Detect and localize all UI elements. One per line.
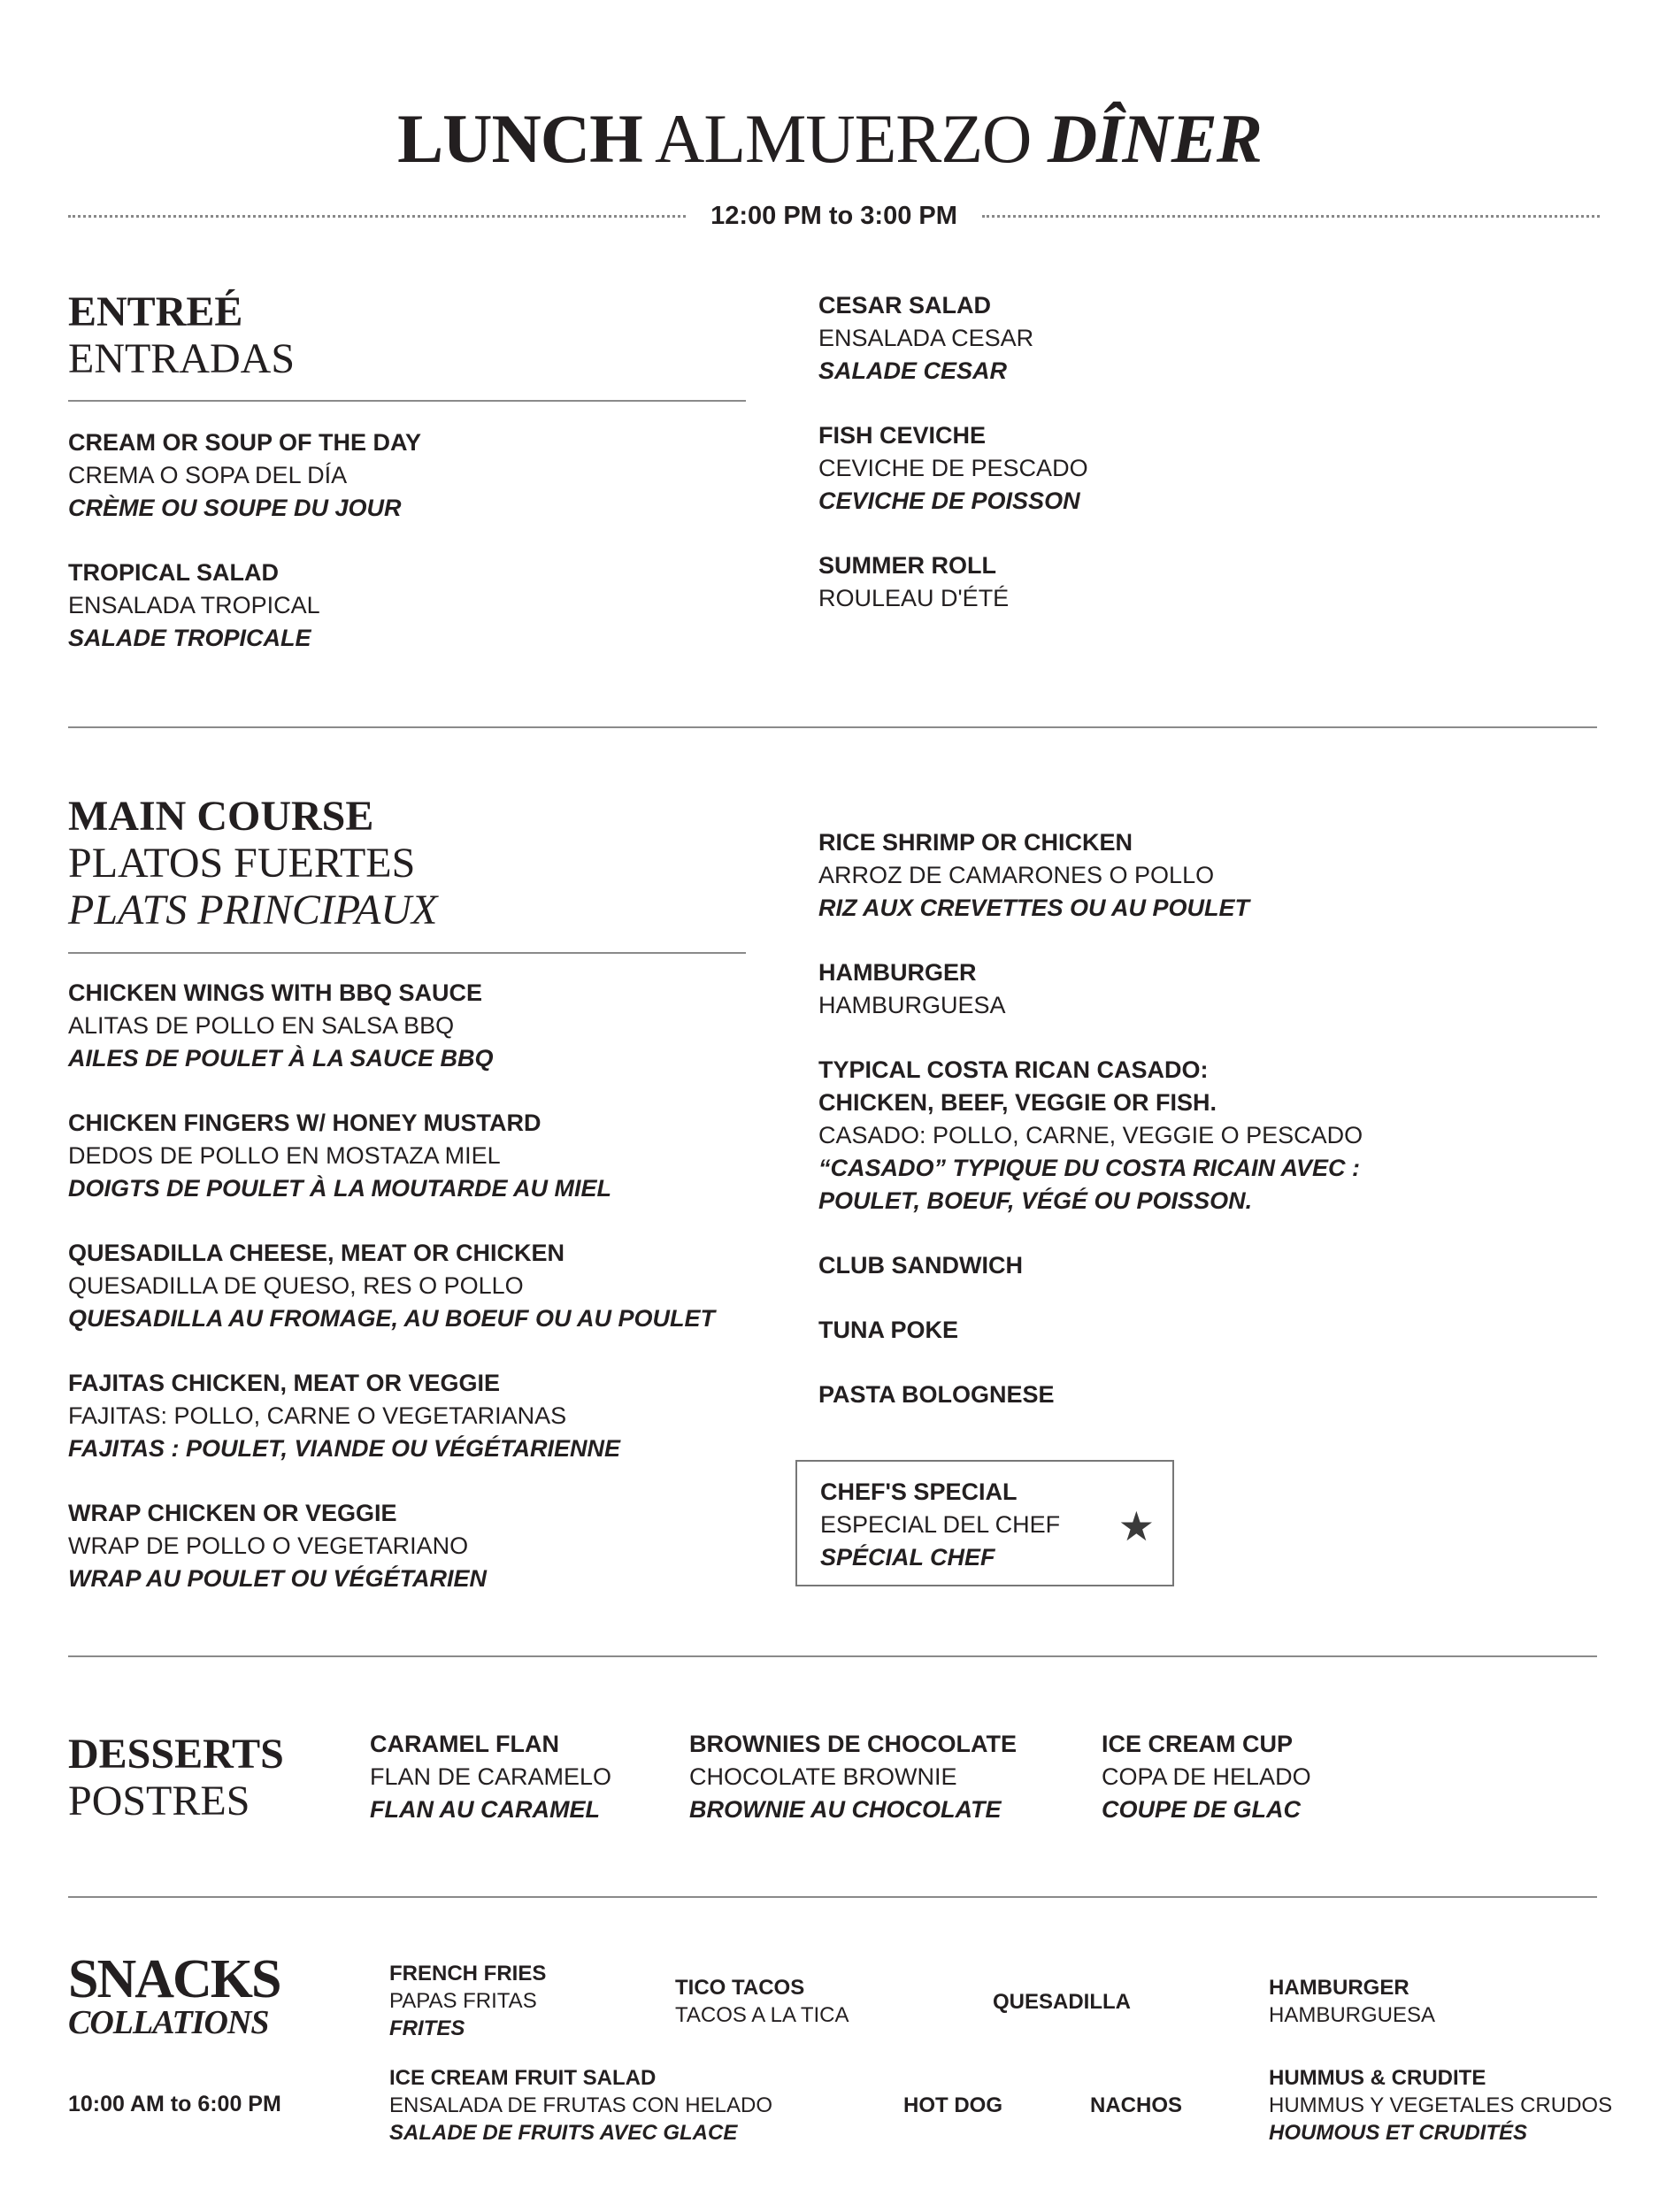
- heading-english: DESSERTS: [68, 1731, 284, 1778]
- entree-heading: [68, 288, 295, 382]
- main-left-list: [68, 977, 715, 1595]
- menu-item-club-sandwich: [818, 1249, 1363, 1282]
- menu-item-fish-ceviche: [818, 419, 1088, 518]
- name-french: RIZ AUX CREVETTES OU AU POULET: [818, 895, 1250, 921]
- name-english-line2: CHICKEN, BEEF, VEGGIE OR FISH.: [818, 1089, 1217, 1116]
- section-divider: [68, 726, 1597, 728]
- name-french: “CASADO” TYPIQUE DU COSTA RICAIN AVEC :: [818, 1155, 1361, 1181]
- name-english: FAJITAS CHICKEN, MEAT OR VEGGIE: [68, 1370, 501, 1396]
- name-spanish: HAMBURGUESA: [1269, 2003, 1436, 2027]
- name-english: QUESADILLA: [993, 1990, 1131, 2014]
- main-heading-rule: [68, 952, 746, 954]
- chef-special-english: CHEF'S SPECIAL: [820, 1479, 1018, 1505]
- name-french: FAJITAS : POULET, VIANDE OU VÉGÉTARIENNE: [68, 1435, 621, 1462]
- name-spanish: PAPAS FRITAS: [389, 1989, 537, 2013]
- menu-item-cream-or-soup-of-the-day: [68, 426, 421, 525]
- entree-heading-rule: [68, 400, 746, 402]
- menu-item-nachos: [1090, 2092, 1182, 2119]
- name-english: HOT DOG: [903, 2093, 1002, 2117]
- name-english: CHICKEN FINGERS W/ HONEY MUSTARD: [68, 1110, 541, 1136]
- name-english: CHICKEN WINGS WITH BBQ SAUCE: [68, 979, 482, 1006]
- menu-item-quesadilla-cheese-meat-or-chicken: [68, 1237, 715, 1335]
- heading-english: MAIN COURSE: [68, 793, 374, 840]
- menu-item-chicken-fingers-w-honey-mustard: [68, 1107, 715, 1205]
- name-french: DOIGTS DE POULET À LA MOUTARDE AU MIEL: [68, 1175, 611, 1202]
- name-english: TROPICAL SALAD: [68, 559, 280, 586]
- name-spanish: CREMA O SOPA DEL DÍA: [68, 462, 348, 488]
- name-spanish: FLAN DE CARAMELO: [370, 1763, 612, 1790]
- menu-item-tico-tacos: [675, 1974, 849, 2029]
- name-spanish: COPA DE HELADO: [1102, 1763, 1311, 1790]
- heading-french: COLLATIONS: [68, 2004, 269, 2041]
- dotted-divider: [982, 215, 1600, 218]
- entree-right-list: [818, 289, 1088, 615]
- title-french: DÎNER: [1047, 100, 1262, 177]
- title-english: LUNCH: [397, 100, 642, 177]
- page-title: [0, 99, 1659, 179]
- name-french: SALADE DE FRUITS AVEC GLACE: [389, 2121, 738, 2145]
- name-english: FISH CEVICHE: [818, 422, 987, 449]
- menu-item-chicken-wings-with-bbq-sauce: [68, 977, 715, 1075]
- name-spanish: FAJITAS: POLLO, CARNE O VEGETARIANAS: [68, 1402, 567, 1429]
- name-spanish: TACOS A LA TICA: [675, 2003, 849, 2027]
- name-spanish: ROULEAU D'ÉTÉ: [818, 585, 1010, 611]
- name-spanish: HAMBURGUESA: [818, 992, 1006, 1018]
- name-french: COUPE DE GLAC: [1102, 1796, 1302, 1823]
- heading-french: PLATS PRINCIPAUX: [68, 887, 438, 933]
- menu-item-tropical-salad: [68, 557, 421, 655]
- menu-item-tuna-poke: [818, 1314, 1363, 1347]
- name-french: CRÈME OU SOUPE DU JOUR: [68, 495, 402, 521]
- name-french: CEVICHE DE POISSON: [818, 488, 1080, 514]
- entree-left-list: [68, 426, 421, 655]
- name-french: SALADE TROPICALE: [68, 625, 311, 651]
- dotted-divider: [68, 215, 686, 218]
- name-english: CARAMEL FLAN: [370, 1731, 559, 1757]
- chef-special-french: SPÉCIAL CHEF: [820, 1544, 995, 1571]
- lunch-hours-bar: [68, 202, 1600, 230]
- name-french: AILES DE POULET À LA SAUCE BBQ: [68, 1045, 494, 1071]
- menu-item-hamburger: [818, 956, 1363, 1022]
- name-english: BROWNIES DE CHOCOLATE: [689, 1731, 1017, 1757]
- name-spanish: HUMMUS Y VEGETALES CRUDOS: [1269, 2093, 1613, 2117]
- name-spanish: QUESADILLA DE QUESO, RES O POLLO: [68, 1272, 524, 1299]
- menu-item-fajitas-chicken-meat-or-veggie: [68, 1367, 715, 1465]
- name-spanish: ENSALADA TROPICAL: [68, 592, 320, 618]
- name-french: SALADE CESAR: [818, 357, 1008, 384]
- name-spanish: ARROZ DE CAMARONES O POLLO: [818, 862, 1215, 888]
- menu-item-typical-costa-rican-casado: [818, 1054, 1363, 1217]
- main-course-heading: [68, 793, 437, 933]
- name-english: CREAM OR SOUP OF THE DAY: [68, 429, 422, 456]
- name-english: NACHOS: [1090, 2093, 1183, 2117]
- name-english: CESAR SALAD: [818, 292, 992, 319]
- heading-spanish: ENTRADAS: [68, 335, 296, 382]
- name-french-line2: POULET, BOEUF, VÉGÉ OU POISSON.: [818, 1187, 1253, 1214]
- menu-item-quesadilla: [993, 1988, 1131, 2016]
- name-english: ICE CREAM FRUIT SALAD: [389, 2066, 657, 2090]
- name-english: RICE SHRIMP OR CHICKEN: [818, 829, 1133, 856]
- heading-spanish: PLATOS FUERTES: [68, 840, 416, 887]
- name-spanish: CHOCOLATE BROWNIE: [689, 1763, 957, 1790]
- menu-item-ice-cream-fruit-salad: [389, 2064, 772, 2147]
- name-french: WRAP AU POULET OU VÉGÉTARIEN: [68, 1565, 488, 1592]
- chef-special-spanish: ESPECIAL DEL CHEF: [820, 1511, 1061, 1538]
- name-spanish: ALITAS DE POLLO EN SALSA BBQ: [68, 1012, 455, 1039]
- name-spanish: ENSALADA DE FRUTAS CON HELADO: [389, 2093, 772, 2117]
- name-english: WRAP CHICKEN OR VEGGIE: [68, 1500, 397, 1526]
- name-spanish: CEVICHE DE PESCADO: [818, 455, 1088, 481]
- name-english: FRENCH FRIES: [389, 1962, 547, 1985]
- lunch-hours: 12:00 PM to 3:00 PM: [710, 201, 957, 230]
- name-english: CLUB SANDWICH: [818, 1252, 1023, 1279]
- name-english: QUESADILLA CHEESE, MEAT OR CHICKEN: [68, 1240, 565, 1266]
- menu-item-summer-roll: [818, 549, 1088, 615]
- name-english: HAMBURGER: [1269, 1976, 1409, 2000]
- heading-spanish: POSTRES: [68, 1778, 250, 1824]
- chef-special-box: [795, 1460, 1174, 1586]
- name-english: HAMBURGER: [818, 959, 977, 986]
- name-spanish: ENSALADA CESAR: [818, 325, 1034, 351]
- menu-item-hamburger: [1269, 1974, 1435, 2029]
- name-english: TYPICAL COSTA RICAN CASADO:: [818, 1056, 1209, 1083]
- name-english: PASTA BOLOGNESE: [818, 1381, 1055, 1408]
- menu-item-rice-shrimp-or-chicken: [818, 826, 1363, 925]
- name-english: ICE CREAM CUP: [1102, 1731, 1294, 1757]
- main-right-list: [818, 826, 1363, 1411]
- desserts-heading: [68, 1731, 284, 1824]
- name-spanish: CASADO: POLLO, CARNE, VEGGIE O PESCADO: [818, 1122, 1363, 1148]
- name-french: BROWNIE AU CHOCOLATE: [689, 1796, 1002, 1823]
- menu-item-hummus-crudite: [1269, 2064, 1612, 2147]
- snacks-heading: [68, 1949, 280, 2041]
- section-divider: [68, 1896, 1597, 1898]
- name-english: HUMMUS & CRUDITE: [1269, 2066, 1486, 2090]
- heading-english: SNACKS: [68, 1949, 280, 2009]
- menu-item-pasta-bolognese: [818, 1379, 1363, 1411]
- menu-item-brownies-de-chocolate: [689, 1728, 1017, 1826]
- name-english: SUMMER ROLL: [818, 552, 996, 579]
- title-spanish: ALMUERZO: [655, 100, 1032, 177]
- menu-item-wrap-chicken-or-veggie: [68, 1497, 715, 1595]
- name-french: HOUMOUS ET CRUDITÉS: [1269, 2121, 1528, 2145]
- menu-item-cesar-salad: [818, 289, 1088, 388]
- section-divider: [68, 1655, 1597, 1657]
- name-spanish: WRAP DE POLLO O VEGETARIANO: [68, 1532, 469, 1559]
- menu-item-hot-dog: [903, 2092, 1002, 2119]
- menu-item-ice-cream-cup: [1102, 1728, 1311, 1826]
- menu-item-french-fries: [389, 1960, 546, 2042]
- name-english: TUNA POKE: [818, 1317, 959, 1343]
- name-english: TICO TACOS: [675, 1976, 805, 2000]
- menu-item-caramel-flan: [370, 1728, 611, 1826]
- name-french: QUESADILLA AU FROMAGE, AU BOEUF OU AU POULET: [68, 1305, 715, 1332]
- name-spanish: DEDOS DE POLLO EN MOSTAZA MIEL: [68, 1142, 501, 1169]
- star-icon: ★: [1118, 1503, 1155, 1549]
- heading-english: ENTREÉ: [68, 288, 243, 335]
- name-french: FRITES: [389, 2016, 465, 2040]
- snacks-hours: 10:00 AM to 6:00 PM: [68, 2092, 281, 2116]
- name-french: FLAN AU CARAMEL: [370, 1796, 600, 1823]
